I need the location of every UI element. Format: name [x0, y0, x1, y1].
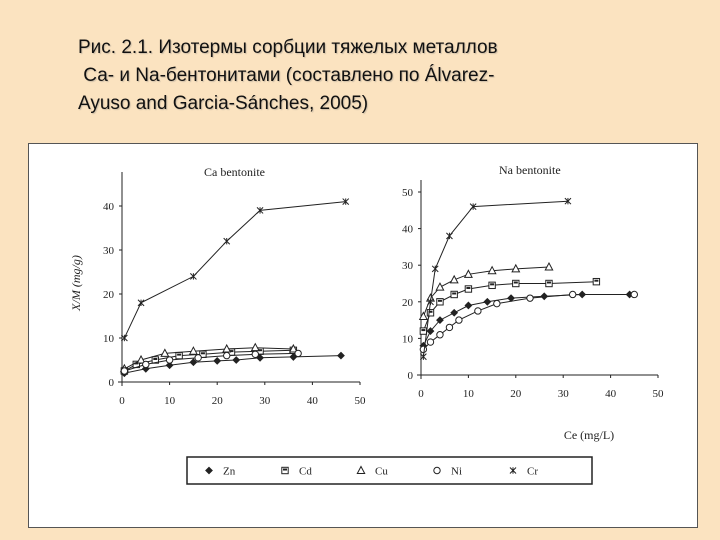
point-left-cd-3-fill: [177, 354, 181, 356]
point-right-ni-0: [420, 346, 426, 352]
point-right-ni-3: [446, 324, 452, 330]
point-right-cd-0-box: [420, 328, 426, 334]
y-tick-label-right-30: 30: [402, 260, 413, 273]
point-right-cd-7: [546, 280, 552, 286]
point-right-cr-3: [446, 233, 452, 239]
x-tick-label-left-30: 30: [259, 395, 271, 407]
point-left-cu-5: [252, 344, 259, 351]
point-right-cd-0: [420, 328, 426, 334]
chart-title-right: Na bentonite: [499, 163, 561, 177]
point-left-cd-2-fill: [153, 358, 157, 360]
series-line-right-cr: [423, 201, 568, 357]
title-line-3: Ayuso and Garcia-Sánches, 2005): [78, 93, 369, 114]
x-tick-label-right-30: 30: [557, 388, 569, 400]
point-left-cr-2: [190, 273, 196, 279]
point-right-cd-8: [593, 278, 599, 284]
isotherm-figure: [29, 144, 697, 527]
legend-label-ni: Ni: [451, 465, 462, 478]
y-tick-label-left-30: 30: [103, 245, 114, 257]
legend-marker-cd-fill: [283, 469, 287, 471]
legend-label-zn: Zn: [223, 465, 236, 478]
legend-marker-cd: [282, 467, 288, 473]
point-left-zn-4: [214, 358, 220, 364]
point-right-cd-3: [451, 291, 457, 297]
point-right-ni-9: [631, 291, 637, 297]
x-tick-label-left-40: 40: [306, 395, 318, 407]
series-line-right-zn: [423, 295, 629, 346]
figure-panel: [28, 143, 698, 528]
series-line-right-cu: [423, 267, 549, 316]
y-tick-label-right-0: 0: [407, 370, 413, 382]
point-right-cd-0-fill: [421, 329, 425, 331]
y-tick-label-left-20: 20: [103, 289, 114, 301]
legend-label-cr: Cr: [527, 465, 538, 478]
point-right-cr-2: [432, 266, 438, 272]
point-left-cd-4-fill: [201, 352, 205, 354]
point-right-cd-8-fill: [594, 280, 598, 282]
x-tick-label-right-10: 10: [462, 388, 474, 400]
point-right-ni-6: [494, 300, 500, 306]
point-left-zn-8: [338, 352, 344, 358]
point-right-cr-1: [427, 299, 433, 305]
point-left-ni-2: [166, 357, 172, 363]
series-line-left-cr: [124, 202, 345, 338]
point-right-cd-5: [489, 282, 495, 288]
x-tick-label-right-0: 0: [418, 388, 424, 400]
y-tick-label-left-0: 0: [108, 377, 114, 389]
point-right-ni-8: [569, 291, 575, 297]
point-right-zn-5: [484, 299, 490, 305]
point-right-cd-6: [513, 280, 519, 286]
point-right-cd-2: [437, 299, 443, 305]
point-left-ni-5: [252, 351, 258, 357]
point-left-cd-3: [176, 352, 182, 358]
point-left-cr-1: [138, 300, 144, 306]
point-left-cr-3: [224, 238, 230, 244]
point-right-cd-4-fill: [466, 287, 470, 289]
point-left-ni-6: [295, 350, 301, 356]
point-right-cd-5-fill: [490, 283, 494, 285]
point-right-zn-3: [451, 310, 457, 316]
point-right-cd-7-fill: [547, 282, 551, 284]
point-right-cd-2-fill: [438, 300, 442, 302]
y-tick-label-right-10: 10: [402, 333, 413, 346]
chart-title-left: Ca bentonite: [204, 165, 265, 179]
legend-label-cu: Cu: [375, 465, 388, 478]
point-left-ni-3: [195, 355, 201, 361]
point-right-cu-2: [436, 283, 443, 290]
point-right-ni-4: [456, 317, 462, 323]
x-tick-label-left-0: 0: [119, 395, 125, 407]
y-tick-label-right-20: 20: [402, 296, 413, 309]
point-right-cd-5-box: [489, 282, 495, 288]
point-right-zn-4: [465, 302, 471, 308]
x-tick-label-right-40: 40: [605, 388, 617, 400]
point-right-ni-1: [427, 339, 433, 345]
x-tick-label-right-20: 20: [510, 388, 522, 400]
x-tick-label-left-20: 20: [211, 395, 223, 407]
point-right-cu-7: [545, 263, 552, 270]
point-left-ni-1: [143, 361, 149, 367]
point-left-ni-4: [224, 352, 230, 358]
x-tick-label-right-50: 50: [652, 388, 664, 400]
title-line-2: Са- и Na-бентонитами (составлено по Álvarez-: [78, 65, 495, 86]
title-line-1: Рис. 2.1. Изотермы сорбции тяжелых металлов: [78, 37, 498, 58]
series-line-right-ni: [423, 295, 634, 350]
point-right-cd-4: [465, 286, 471, 292]
y-tick-label-left-10: 10: [103, 333, 114, 345]
y-tick-label-right-40: 40: [402, 223, 413, 236]
y-axis-label-left: X/M (mg/g): [69, 255, 83, 311]
point-right-ni-5: [475, 308, 481, 314]
point-right-ni-2: [437, 332, 443, 338]
series-line-right-cd: [423, 282, 596, 331]
x-tick-label-left-50: 50: [354, 395, 366, 407]
point-right-cd-1: [427, 310, 433, 316]
y-tick-label-right-50: 50: [402, 187, 413, 199]
x-tick-label-left-10: 10: [164, 395, 176, 407]
slide-title: [78, 34, 678, 118]
legend-marker-ni: [434, 467, 440, 473]
x-axis-label-right: Ce (mg/L): [563, 428, 615, 442]
legend-label-cd: Cd: [299, 465, 312, 478]
point-right-ni-7: [527, 295, 533, 301]
point-left-zn-5: [233, 357, 239, 363]
point-right-cd-6-fill: [514, 282, 518, 284]
point-right-cd-3-fill: [452, 292, 456, 294]
point-left-ni-0: [121, 368, 127, 374]
y-tick-label-left-40: 40: [103, 201, 114, 213]
